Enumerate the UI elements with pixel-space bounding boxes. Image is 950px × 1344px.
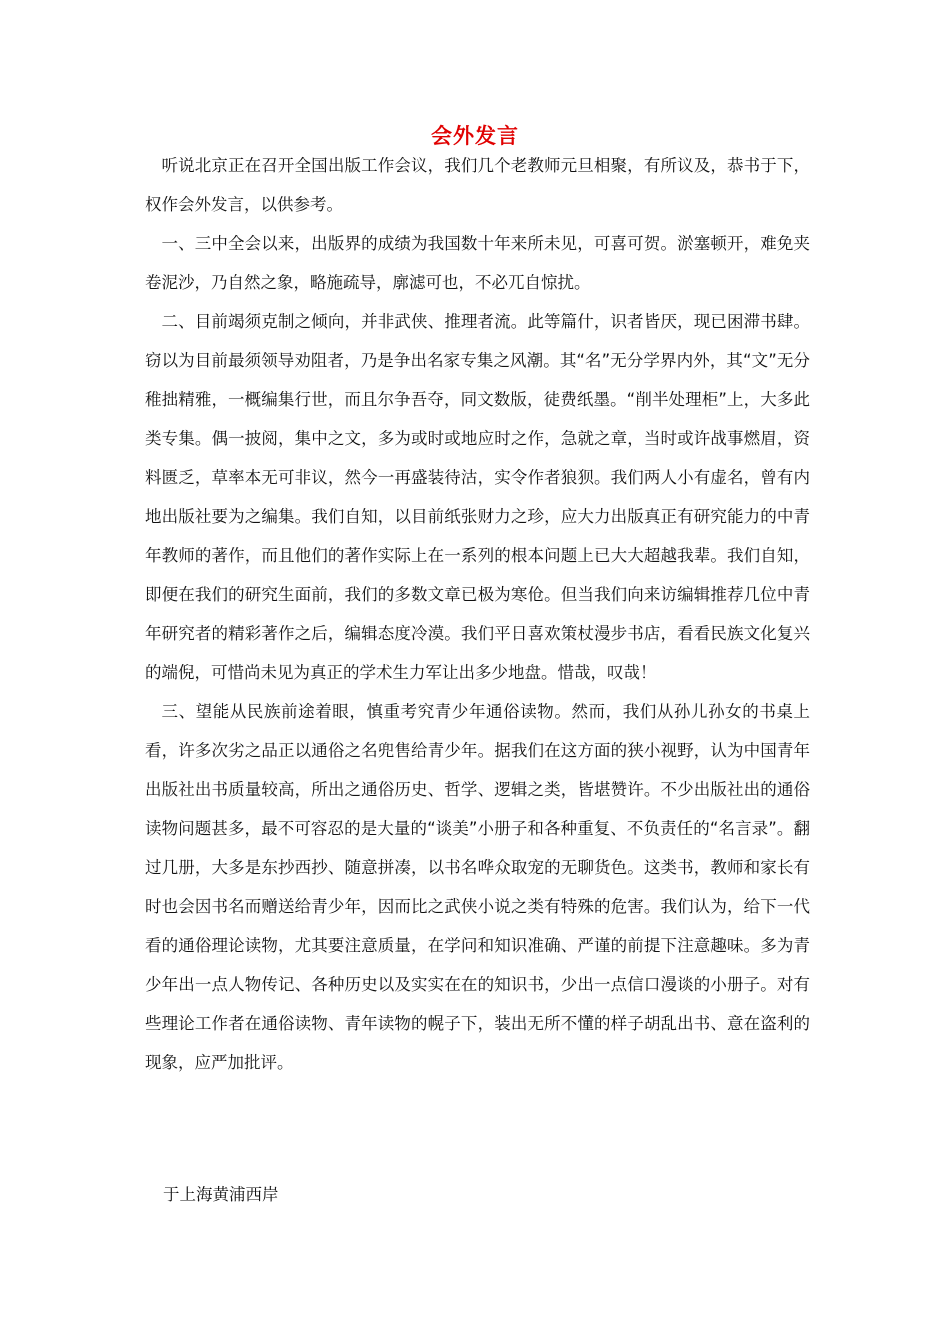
paragraph-intro: 听说北京正在召开全国出版工作会议，我们几个老教师元旦相聚，有所议及，恭书于下，权作会外发言，以供参考。 [145, 156, 810, 214]
document-body [145, 146, 810, 1082]
paragraph-point-two: 二、目前竭须克制之倾向，并非武侠、推理者流。此等篇什，识者皆厌，现已困滞书肆。窃以为目前最须领导劝阻者，乃是争出名家专集之风潮。其“名”无分学界内外，其“文”无分稚拙精雅，一概编集行世，而且尔争吾夺，同文数版，徒费纸墨。“削半处理柜”上，大多此类专集。偶一披阅，集中之文，多为或时或地应时之作，急就之章，当时或许战事燃眉，资料匮乏，草率本无可非议，然今一再盛装待沽，实令作者狼狈。我们两人小有虚名，曾有内地出版社要为之编集。我们自知，以目前纸张财力之珍，应大力出版真正有研究能力的中青年教师的著作，而且他们的著作实际上在一系列的根本问题上已大大超越我辈。我们自知，即便在我们的研究生面前，我们的多数文章已极为寒伧。但当我们向来访编辑推荐几位中青年研究者的精彩著作之后，编辑态度冷漠。我们平日喜欢策杖漫步书店，看看民族文化复兴的端倪，可惜尚未见为真正的学术生力军让出多少地盘。惜哉，叹哉！ [145, 312, 810, 682]
document-title: 会外发言 [431, 124, 519, 148]
signature-line: 于上海黄浦西岸 [163, 1185, 279, 1204]
paragraph-point-one: 一、三中全会以来，出版界的成绩为我国数十年来所未见，可喜可贺。淤塞顿开，难免夹卷泥沙，乃自然之象，略施疏导，廓滤可也，不必兀自惊扰。 [145, 234, 810, 292]
paragraph-point-three: 三、望能从民族前途着眼，慎重考究青少年通俗读物。然而，我们从孙儿孙女的书桌上看，许多次劣之品正以通俗之名兜售给青少年。据我们在这方面的狭小视野，认为中国青年出版社出书质量较高，所出之通俗历史、哲学、逻辑之类，皆堪赞许。不少出版社出的通俗读物问题甚多，最不可容忍的是大量的“谈美”小册子和各种重复、不负责任的“名言录”。翻过几册，大多是东抄西抄、随意拼凑，以书名哗众取宠的无聊货色。这类书，教师和家长有时也会因书名而赠送给青少年，因而比之武侠小说之类有特殊的危害。我们认为，给下一代看的通俗理论读物，尤其要注意质量，在学问和知识准确、严谨的前提下注意趣味。多为青少年出一点人物传记、各种历史以及实实在在的知识书，少出一点信口漫谈的小册子。对有些理论工作者在通俗读物、青年读物的幌子下，装出无所不懂的样子胡乱出书、意在盗利的现象，应严加批评。 [145, 702, 810, 1072]
